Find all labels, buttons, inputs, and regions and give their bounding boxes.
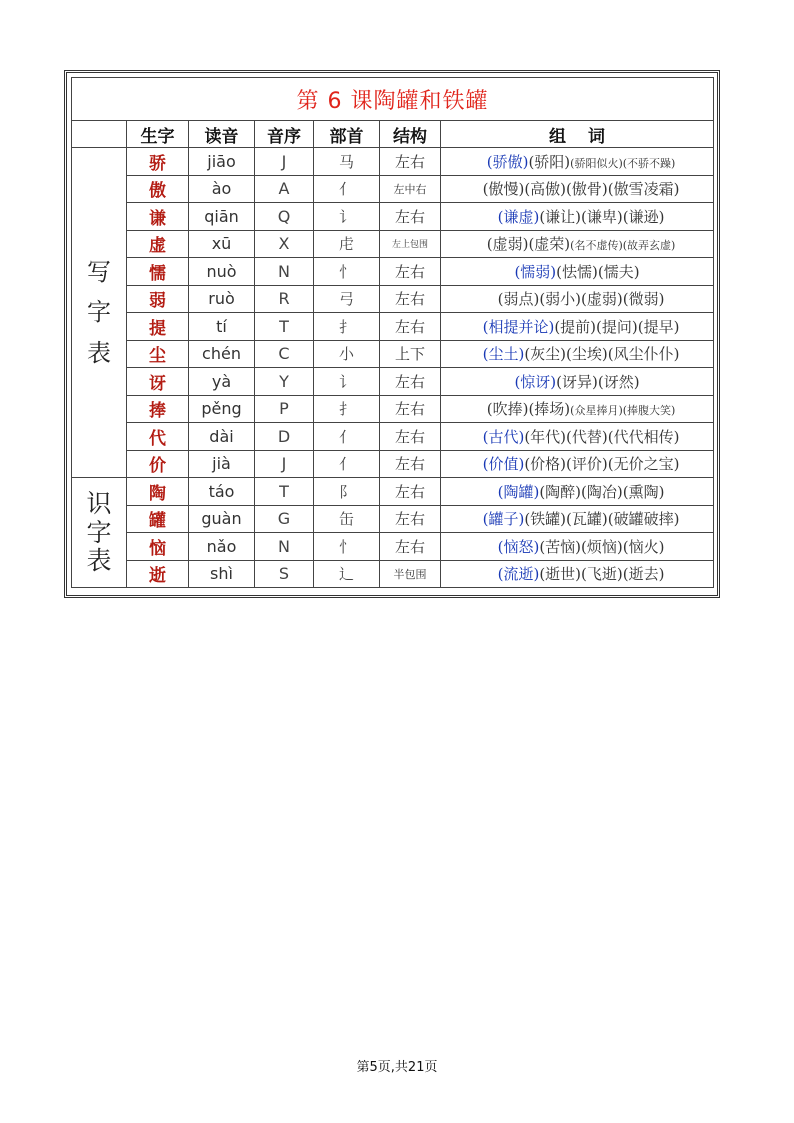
section-char: 写 — [87, 257, 111, 286]
word-item: (烦恼) — [581, 537, 623, 556]
char-cell: 陶 — [127, 478, 189, 506]
word-item: (吹捧) — [486, 400, 529, 419]
section-char: 表 — [86, 546, 112, 576]
table-row — [72, 258, 714, 286]
pinyin-cell: táo — [189, 478, 255, 506]
word-item: (恼怒) — [497, 537, 540, 556]
index-cell: G — [255, 505, 314, 533]
word-item: (傲雪凌霜) — [607, 180, 680, 199]
word-item: (代代相传) — [607, 427, 680, 446]
structure-cell: 左右 — [380, 450, 441, 478]
word-item: (无价之宝) — [607, 455, 680, 474]
words-cell — [441, 148, 714, 176]
structure-cell: 左右 — [380, 505, 441, 533]
table-row — [72, 478, 714, 506]
char-cell: 尘 — [127, 340, 189, 368]
radical-cell: 阝 — [314, 478, 380, 506]
word-item: (苦恼) — [539, 537, 582, 556]
word-item: (瓦罐) — [566, 510, 608, 529]
index-cell: S — [255, 560, 314, 588]
structure-cell: 左上包围 — [380, 230, 441, 258]
char-cell: 弱 — [127, 285, 189, 313]
header-blank — [72, 121, 127, 148]
char-cell: 代 — [127, 423, 189, 451]
lesson-title — [72, 78, 714, 121]
header-pinyin: 读音 — [189, 121, 255, 148]
word-item: (流逝) — [497, 565, 540, 584]
index-cell: J — [255, 450, 314, 478]
word-item: (尘埃) — [566, 345, 608, 364]
index-cell: T — [255, 478, 314, 506]
words-cell — [441, 203, 714, 231]
word-item: (熏陶) — [622, 482, 665, 501]
structure-cell: 左右 — [380, 478, 441, 506]
word-item: (懦夫) — [597, 262, 640, 281]
index-cell: C — [255, 340, 314, 368]
word-item: (尘土) — [482, 345, 525, 364]
char-cell: 傲 — [127, 175, 189, 203]
structure-cell: 左右 — [380, 423, 441, 451]
word-item: (提早) — [637, 317, 680, 336]
char-cell: 罐 — [127, 505, 189, 533]
header-words: 组词 — [441, 121, 714, 148]
char-cell: 懦 — [127, 258, 189, 286]
structure-cell: 左右 — [380, 285, 441, 313]
index-cell: P — [255, 395, 314, 423]
radical-cell: 小 — [314, 340, 380, 368]
word-item: (故弄玄虚) — [622, 239, 676, 253]
char-cell: 捧 — [127, 395, 189, 423]
words-cell — [441, 230, 714, 258]
word-item: (不骄不躁) — [622, 156, 676, 170]
word-item: (提问) — [596, 317, 638, 336]
words-cell — [441, 285, 714, 313]
table-row — [72, 423, 714, 451]
pinyin-cell: ào — [189, 175, 255, 203]
index-cell: N — [255, 533, 314, 561]
word-item: (怯懦) — [556, 262, 598, 281]
word-item: (高傲) — [524, 180, 567, 199]
structure-cell: 左右 — [380, 313, 441, 341]
table-row — [72, 313, 714, 341]
word-item: (铁罐) — [524, 510, 567, 529]
radical-cell: 亻 — [314, 423, 380, 451]
char-cell: 谦 — [127, 203, 189, 231]
words-cell — [441, 560, 714, 588]
radical-cell: 讠 — [314, 368, 380, 396]
structure-cell: 左右 — [380, 533, 441, 561]
words-cell — [441, 313, 714, 341]
word-item: (捧腹大笑) — [622, 404, 676, 418]
word-item: (骄阳) — [528, 152, 571, 171]
section-write-label — [72, 148, 127, 478]
index-cell: T — [255, 313, 314, 341]
radical-cell: 辶 — [314, 560, 380, 588]
word-item: (惊讶) — [514, 372, 557, 391]
header-index: 音序 — [255, 121, 314, 148]
char-cell: 提 — [127, 313, 189, 341]
radical-cell: 虍 — [314, 230, 380, 258]
page-footer: 第5页,共21页 — [356, 1060, 438, 1075]
pinyin-cell: yà — [189, 368, 255, 396]
table-row — [72, 560, 714, 588]
pinyin-cell: xū — [189, 230, 255, 258]
words-cell — [441, 368, 714, 396]
table-row — [72, 450, 714, 478]
structure-cell: 左右 — [380, 368, 441, 396]
words-cell — [441, 533, 714, 561]
words-cell — [441, 258, 714, 286]
word-item: (虚弱) — [486, 235, 529, 254]
word-item: (谦让) — [539, 207, 582, 226]
table-row — [72, 175, 714, 203]
index-cell: N — [255, 258, 314, 286]
pinyin-cell: pěng — [189, 395, 255, 423]
words-cell — [441, 423, 714, 451]
word-item: (骄傲) — [486, 152, 529, 171]
char-cell: 虚 — [127, 230, 189, 258]
word-item: (陶冶) — [581, 482, 623, 501]
word-item: (相提并论) — [482, 317, 555, 336]
word-item: (风尘仆仆) — [607, 345, 680, 364]
header-radical: 部首 — [314, 121, 380, 148]
radical-cell: 亻 — [314, 175, 380, 203]
table-row — [72, 505, 714, 533]
char-cell: 讶 — [127, 368, 189, 396]
words-cell — [441, 505, 714, 533]
pinyin-cell: qiān — [189, 203, 255, 231]
section-char: 字 — [86, 517, 112, 547]
word-item: (傲骨) — [566, 180, 608, 199]
char-cell: 价 — [127, 450, 189, 478]
pinyin-cell: nǎo — [189, 533, 255, 561]
table-row — [72, 285, 714, 313]
words-cell — [441, 395, 714, 423]
radical-cell: 扌 — [314, 395, 380, 423]
word-item: (讶异) — [556, 372, 598, 391]
table-row — [72, 203, 714, 231]
char-cell: 骄 — [127, 148, 189, 176]
pinyin-cell: jià — [189, 450, 255, 478]
pinyin-cell: guàn — [189, 505, 255, 533]
structure-cell: 左右 — [380, 203, 441, 231]
table-row — [72, 533, 714, 561]
structure-cell: 左中右 — [380, 175, 441, 203]
lesson-name: 陶罐和铁罐 — [373, 88, 489, 114]
vocab-table-frame — [64, 70, 720, 598]
table-row — [72, 340, 714, 368]
word-item: (价值) — [482, 455, 525, 474]
word-item: (价格) — [524, 455, 567, 474]
radical-cell: 缶 — [314, 505, 380, 533]
pinyin-cell: ruò — [189, 285, 255, 313]
word-item: (陶罐) — [497, 482, 540, 501]
word-item: (灰尘) — [524, 345, 567, 364]
radical-cell: 马 — [314, 148, 380, 176]
pinyin-cell: jiāo — [189, 148, 255, 176]
title-row — [72, 78, 714, 121]
index-cell: Q — [255, 203, 314, 231]
word-item: (虚弱) — [581, 290, 623, 309]
words-cell — [441, 478, 714, 506]
char-cell: 恼 — [127, 533, 189, 561]
char-cell: 逝 — [127, 560, 189, 588]
section-char: 表 — [87, 338, 111, 367]
word-item: (谦虚) — [497, 207, 540, 226]
word-item: (古代) — [482, 427, 525, 446]
word-item: (微弱) — [622, 290, 665, 309]
word-item: (虚荣) — [528, 235, 571, 254]
word-item: (名不虚传) — [570, 239, 623, 253]
word-item: (谦卑) — [581, 207, 623, 226]
word-item: (弱点) — [497, 290, 540, 309]
vocab-table — [71, 77, 714, 588]
section-char: 识 — [86, 489, 112, 519]
pinyin-cell: chén — [189, 340, 255, 368]
structure-cell: 上下 — [380, 340, 441, 368]
radical-cell: 扌 — [314, 313, 380, 341]
table-row — [72, 148, 714, 176]
header-char: 生字 — [127, 121, 189, 148]
word-item: (破罐破摔) — [607, 510, 680, 529]
section-char: 字 — [87, 298, 111, 327]
word-item: (弱小) — [539, 290, 582, 309]
index-cell: J — [255, 148, 314, 176]
structure-cell: 左右 — [380, 148, 441, 176]
header-row — [72, 121, 714, 148]
header-structure: 结构 — [380, 121, 441, 148]
table-row — [72, 395, 714, 423]
index-cell: A — [255, 175, 314, 203]
structure-cell: 半包围 — [380, 560, 441, 588]
words-cell — [441, 450, 714, 478]
radical-cell: 讠 — [314, 203, 380, 231]
word-item: (提前) — [554, 317, 597, 336]
word-item: (陶醉) — [539, 482, 582, 501]
word-item: (罐子) — [482, 510, 525, 529]
index-cell: D — [255, 423, 314, 451]
word-item: (谦逊) — [622, 207, 665, 226]
index-cell: Y — [255, 368, 314, 396]
words-cell — [441, 175, 714, 203]
pinyin-cell: shì — [189, 560, 255, 588]
word-item: (逝世) — [539, 565, 582, 584]
table-row — [72, 230, 714, 258]
table-row — [72, 368, 714, 396]
index-cell: X — [255, 230, 314, 258]
word-item: (飞逝) — [581, 565, 623, 584]
word-item: (年代) — [524, 427, 567, 446]
radical-cell: 忄 — [314, 533, 380, 561]
word-item: (骄阳似火) — [570, 156, 623, 170]
word-item: (傲慢) — [482, 180, 525, 199]
word-item: (捧场) — [528, 400, 571, 419]
word-item: (众星捧月) — [570, 404, 623, 418]
pinyin-cell: nuò — [189, 258, 255, 286]
radical-cell: 弓 — [314, 285, 380, 313]
structure-cell: 左右 — [380, 258, 441, 286]
pinyin-cell: dài — [189, 423, 255, 451]
radical-cell: 忄 — [314, 258, 380, 286]
index-cell: R — [255, 285, 314, 313]
radical-cell: 亻 — [314, 450, 380, 478]
word-item: (逝去) — [622, 565, 665, 584]
word-item: (代替) — [566, 427, 608, 446]
word-item: (懦弱) — [514, 262, 557, 281]
word-item: (恼火) — [622, 537, 665, 556]
words-cell — [441, 340, 714, 368]
word-item: (讶然) — [597, 372, 640, 391]
word-item: (评价) — [566, 455, 608, 474]
section-recognize-label — [72, 478, 127, 588]
lesson-number: 第 6 课 — [296, 88, 374, 114]
pinyin-cell: tí — [189, 313, 255, 341]
structure-cell: 左右 — [380, 395, 441, 423]
